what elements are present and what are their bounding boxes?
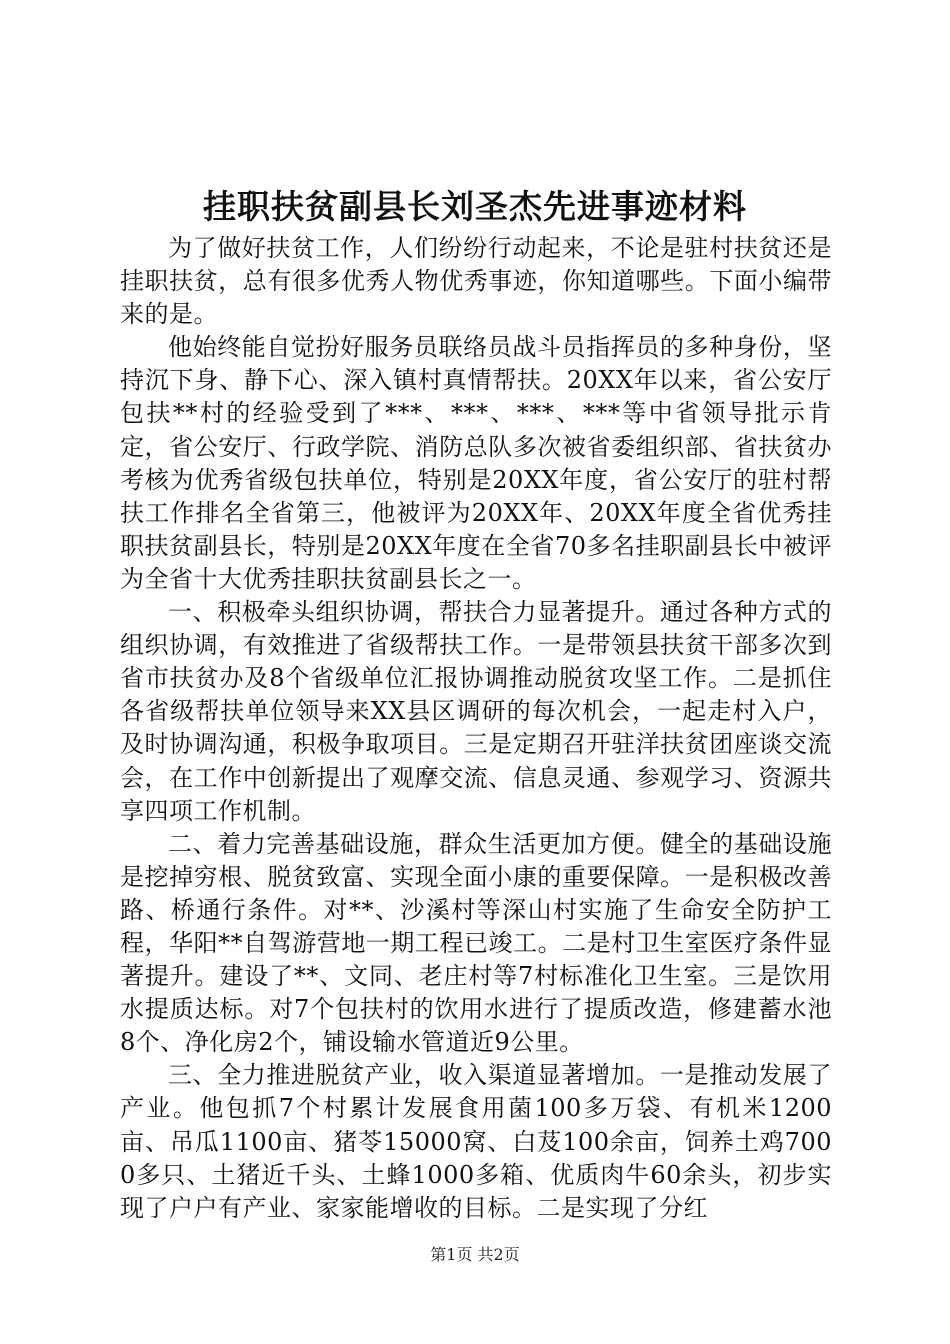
page-number: 第1页: [430, 1245, 473, 1264]
page-total: 共2页: [477, 1245, 520, 1264]
document-body: [120, 232, 832, 1225]
paragraph-section-2: 二、着力完善基础设施，群众生活更加方便。健全的基础设施是挖掉穷根、脱贫致富、实现全面小康的重要保障。一是积极改善路、桥通行条件。对**、沙溪村等深山村实施了生命安全防护工程，华阳**自驾游营地一期工程已竣工。二是村卫生室医疗条件显著提升。建设了**、文同、老庄村等7村标准化卫生室。三是饮用水提质达标。对7个包扶村的饮用水进行了提质改造，修建蓄水池8个、净化房2个，铺设输水管道近9公里。: [120, 829, 832, 1057]
paragraph-summary: 他始终能自觉扮好服务员联络员战斗员指挥员的多种身份，坚持沉下身、静下心、深入镇村真情帮扶。20XX年以来，省公安厅包扶**村的经验受到了***、***、***、***等中省领导批示肯定，省公安厅、行政学院、消防总队多次被省委组织部、省扶贫办考核为优秀省级包扶单位，特别是20XX年度，省公安厅的驻村帮扶工作排名全省第三，他被评为20XX年、20XX年度全省优秀挂职扶贫副县长，特别是20XX年度在全省70多名挂职副县长中被评为全省十大优秀挂职扶贫副县长之一。: [120, 333, 832, 593]
paragraph-intro: 为了做好扶贫工作，人们纷纷行动起来，不论是驻村扶贫还是挂职扶贫，总有很多优秀人物优秀事迹，你知道哪些。下面小编带来的是。: [120, 234, 832, 329]
document-title: 挂职扶贫副县长刘圣杰先进事迹材料: [203, 187, 747, 226]
paragraph-section-3: 三、全力推进脱贫产业，收入渠道显著增加。一是推动发展了产业。他包抓7个村累计发展食用菌100多万袋、有机米1200亩、吊瓜1100亩、猪苓15000窝、白芨100余亩，饲养土鸡7000多只、土猪近千头、土蜂1000多箱、优质肉牛60余头，初步实现了户户有产业、家家能增收的目标。二是实现了分红: [120, 1061, 832, 1222]
paragraph-section-1: 一、积极牵头组织协调，帮扶合力显著提升。通过各种方式的组织协调，有效推进了省级帮扶工作。一是带领县扶贫干部多次到省市扶贫办及8个省级单位汇报协调推动脱贫攻坚工作。二是抓住各省级帮扶单位领导来XX县区调研的每次机会，一起走村入户，及时协调沟通，积极争取项目。三是定期召开驻洋扶贫团座谈交流会，在工作中创新提出了观摩交流、信息灵通、参观学习、资源共享四项工作机制。: [120, 598, 832, 825]
page-footer: [0, 1243, 950, 1267]
